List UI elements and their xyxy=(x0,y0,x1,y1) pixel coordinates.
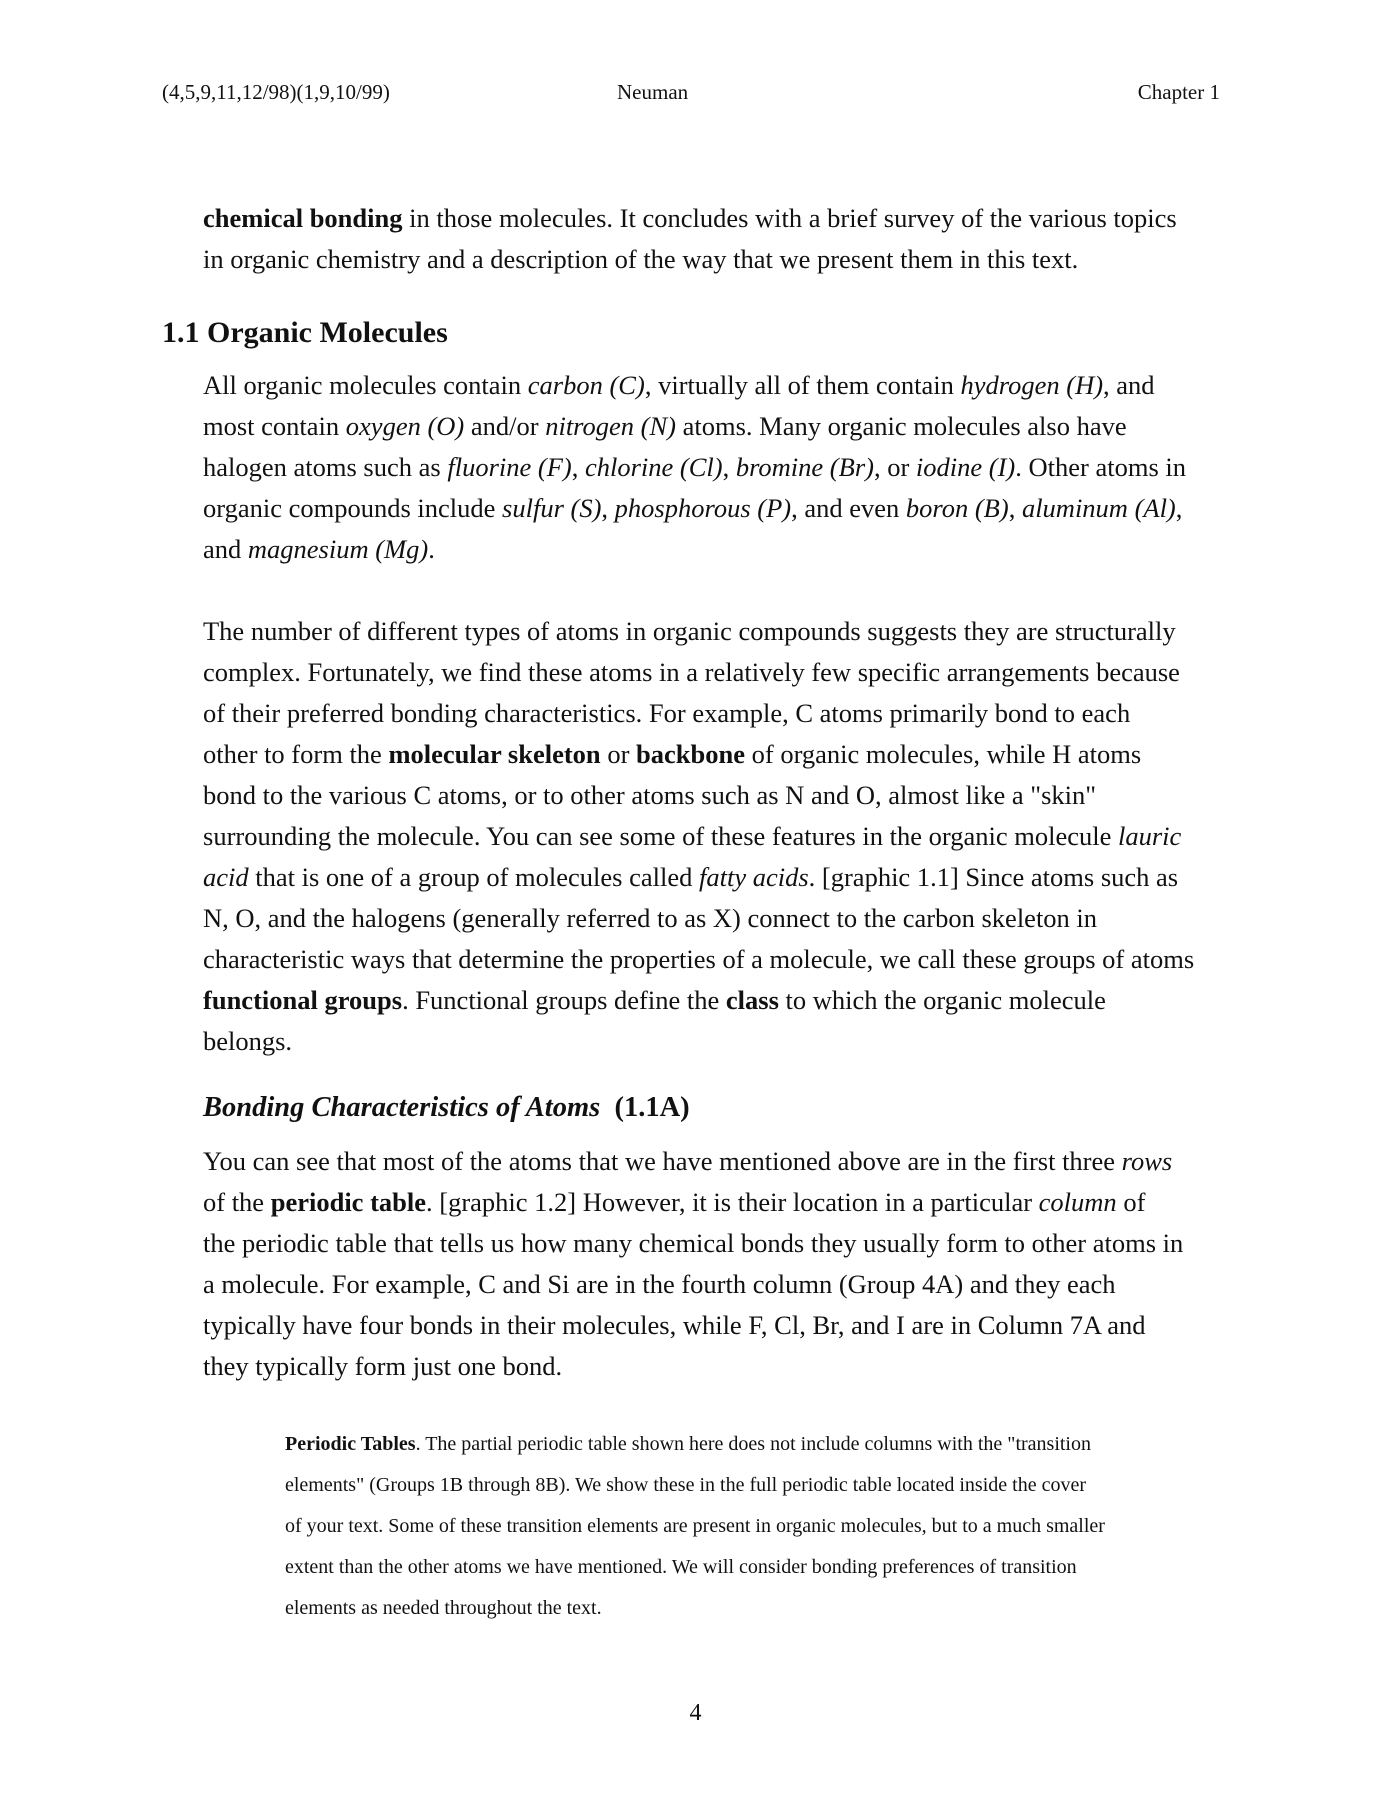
text-line: characteristic ways that determine the properties of a molecule, we call these groups of atoms xyxy=(203,944,1195,974)
text-line: organic compounds include sulfur (S), phosphorous (P), and even boron (B), aluminum (Al), xyxy=(203,493,1183,523)
text-line: other to form the molecular skeleton or backbone of organic molecules, while H atoms xyxy=(203,739,1142,769)
text-line: N, O, and the halogens (generally referred to as X) connect to the carbon skeleton in xyxy=(203,903,1098,933)
text-line: of the periodic table. [graphic 1.2] However, it is their location in a particular column of xyxy=(203,1187,1146,1217)
text-line: complex. Fortunately, we find these atoms in a relatively few specific arrangements because xyxy=(203,657,1180,687)
text-line: extent than the other atoms we have mentioned. We will consider bonding preferences of transition xyxy=(285,1556,1077,1578)
text-line: acid that is one of a group of molecules called fatty acids. [graphic 1.1] Since atoms such as xyxy=(203,862,1179,892)
text-line: chemical bonding in those molecules. It concludes with a brief survey of the various topics xyxy=(203,203,1177,233)
text-line: All organic molecules contain carbon (C), virtually all of them contain hydrogen (H), and xyxy=(203,370,1155,400)
text-line: typically have four bonds in their molecules, while F, Cl, Br, and I are in Column 7A and xyxy=(203,1310,1146,1340)
text-line: You can see that most of the atoms that we have mentioned above are in the first three rows xyxy=(203,1146,1173,1176)
header-revision-dates: (4,5,9,11,12/98)(1,9,10/99) xyxy=(162,80,390,104)
text-line: belongs. xyxy=(203,1026,293,1056)
text-line: elements" (Groups 1B through 8B). We show these in the full periodic table located inside the cover xyxy=(285,1474,1086,1496)
paragraph-atoms xyxy=(203,365,1233,570)
header-author: Neuman xyxy=(617,80,689,104)
text-line: of their preferred bonding characteristics. For example, C atoms primarily bond to each xyxy=(203,698,1131,728)
text-line: they typically form just one bond. xyxy=(203,1351,563,1381)
text-line: elements as needed throughout the text. xyxy=(285,1597,602,1619)
periodic-tables-note xyxy=(285,1424,1225,1629)
text-line: and magnesium (Mg). xyxy=(203,534,435,564)
text-line: Periodic Tables. The partial periodic table shown here does not include columns with the "transition xyxy=(285,1433,1091,1455)
text-line: most contain oxygen (O) and/or nitrogen (N) atoms. Many organic molecules also have xyxy=(203,411,1127,441)
text-line: the periodic table that tells us how many chemical bonds they usually form to other atoms in xyxy=(203,1228,1184,1258)
section-title: 1.1 Organic Molecules xyxy=(162,316,448,349)
text-line: a molecule. For example, C and Si are in the fourth column (Group 4A) and they each xyxy=(203,1269,1116,1299)
bold-term: chemical bonding xyxy=(203,203,403,233)
text-line: functional groups. Functional groups define the class to which the organic molecule xyxy=(203,985,1106,1015)
paragraph-periodic-table xyxy=(203,1141,1233,1387)
header-chapter: Chapter 1 xyxy=(1137,80,1220,104)
paragraph-skeleton xyxy=(203,611,1233,1062)
text-line: surrounding the molecule. You can see some of these features in the organic molecule lauric xyxy=(203,821,1182,851)
page-number: 4 xyxy=(689,1700,702,1726)
running-header xyxy=(162,80,1220,108)
text-line: The number of different types of atoms in organic compounds suggests they are structurally xyxy=(203,616,1176,646)
text-line: halogen atoms such as fluorine (F), chlorine (Cl), bromine (Br), or iodine (I). Other atoms in xyxy=(203,452,1187,482)
subsection-title: Bonding Characteristics of Atoms (1.1A) xyxy=(203,1092,690,1123)
note-heading: Periodic Tables xyxy=(285,1433,416,1455)
text-line: in organic chemistry and a description of the way that we present them in this text. xyxy=(203,244,1079,274)
text-line: of your text. Some of these transition elements are present in organic molecules, but to a much smaller xyxy=(285,1515,1105,1537)
text-line: bond to the various C atoms, or to other atoms such as N and O, almost like a "skin" xyxy=(203,780,1097,810)
intro-paragraph xyxy=(203,198,1233,280)
